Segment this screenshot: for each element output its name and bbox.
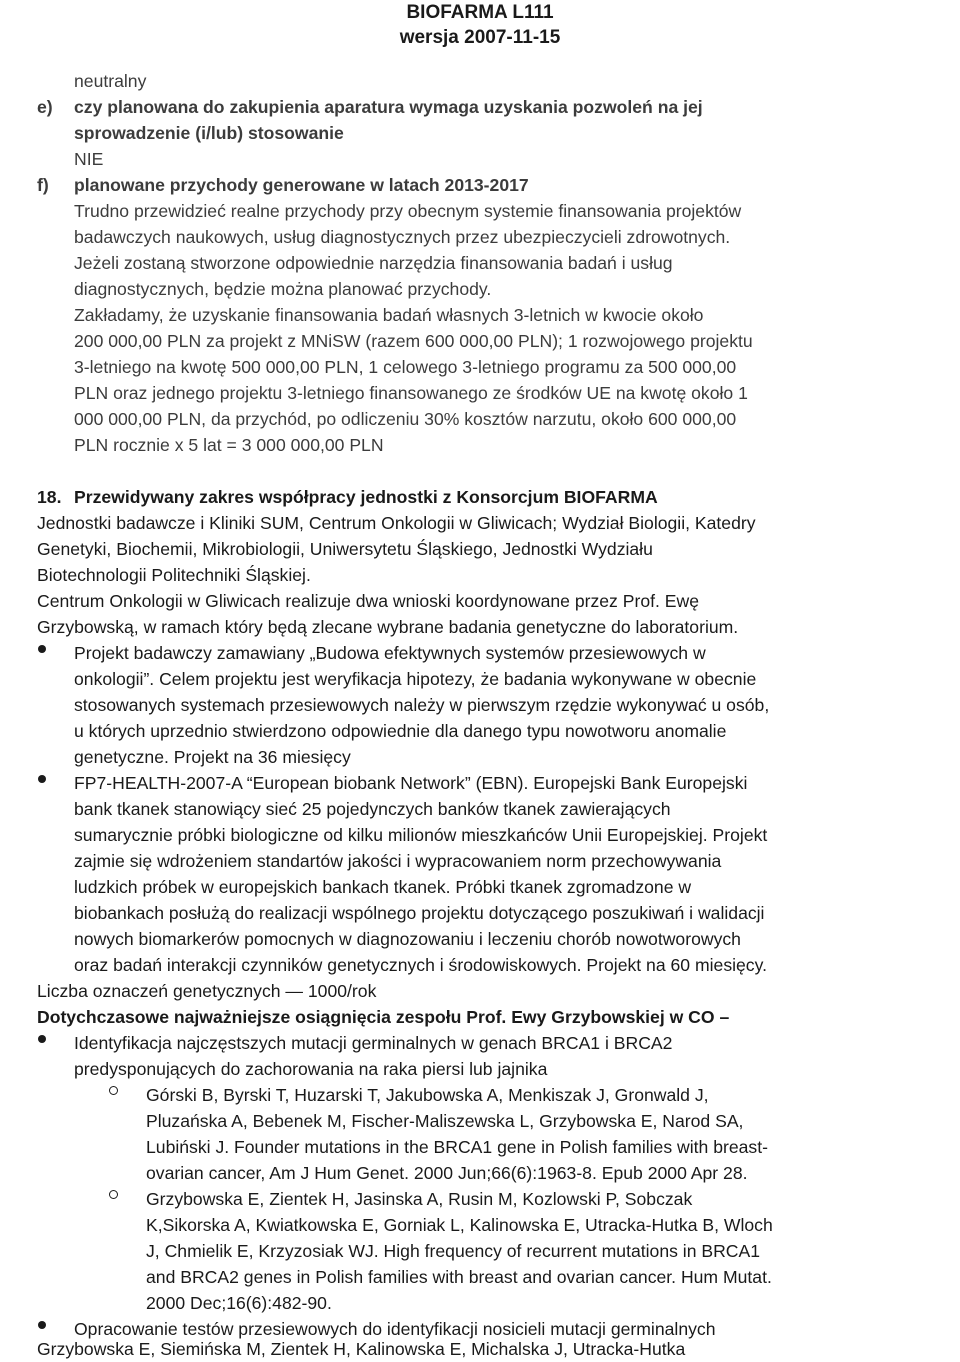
text-line: predysponujących do zachorowania na raka piersi lub jajnika <box>74 1059 548 1079</box>
text-line: Jednostki badawcze i Kliniki SUM, Centrum Onkologii w Gliwicach; Wydział Biologii, Katedry <box>37 513 756 533</box>
text-line: badawczych naukowych, usług diagnostycznych przez ubezpieczycieli zdrowotnych. <box>74 227 731 247</box>
text-line: and BRCA2 genes in Polish families with breast and ovarian cancer. Hum Mutat. <box>146 1267 772 1287</box>
text-line: 3-letniego na kwotę 500 000,00 PLN, 1 celowego 3-letniego programu za 500 000,00 <box>74 357 737 377</box>
circle-bullet-icon <box>109 1086 118 1095</box>
text-line: Pluzańska A, Bebenek M, Fischer-Maliszewska L, Grzybowska E, Narod SA, <box>146 1111 744 1131</box>
bullet-icon <box>38 1035 46 1043</box>
text-line: genetyczne. Projekt na 36 miesięcy <box>74 747 351 767</box>
bullet-icon <box>38 775 46 783</box>
document-version: wersja 2007-11-15 <box>399 27 561 48</box>
text-line: 2000 Dec;16(6):482-90. <box>146 1293 332 1313</box>
text-line: ovarian cancer, Am J Hum Genet. 2000 Jun;66(6):1963-8. Epub 2000 Apr 28. <box>146 1163 748 1183</box>
item-heading-f: planowane przychody generowane w latach 2013-2017 <box>74 175 529 195</box>
text-line: Grzybowską, w ramach który będą zlecane wybrane badania genetyczne do laboratorium. <box>37 617 739 637</box>
text-line: Zakładamy, że uzyskanie finansowania badań własnych 3-letnich w kwocie około <box>74 305 704 325</box>
text-line: Liczba oznaczeń genetycznych — 1000/rok <box>37 981 377 1001</box>
list-item: Opracowanie testów przesiewowych do identyfikacji nosicieli mutacji germinalnych <box>74 1319 716 1339</box>
text-line: Grzybowska E, Siemińska M, Zientek H, Kalinowska E, Michalska J, Utracka-Hutka <box>37 1339 686 1359</box>
text-line: oraz badań interakcji czynników genetycznych i środowiskowych. Projekt na 60 miesięcy. <box>74 955 767 975</box>
item-marker-f: f) <box>37 175 49 195</box>
list-item: Projekt badawczy zamawiany „Budowa efektywnych systemów przesiewowych w <box>74 643 706 663</box>
text-line: J, Chmielik E, Krzyzosiak WJ. High frequency of recurrent mutations in BRCA1 <box>146 1241 761 1261</box>
text-line: PLN oraz jednego projektu 3-letniego finansowanego ze środków UE na kwotę około 1 <box>74 383 748 403</box>
text-line: Trudno przewidzieć realne przychody przy obecnym systemie finansowania projektów <box>74 201 742 221</box>
text-line: 000 000,00 PLN, da przychód, po odliczeniu 30% kosztów narzutu, około 600 000,00 <box>74 409 737 429</box>
item-heading-e: czy planowana do zakupienia aparatura wymaga uzyskania pozwoleń na jej <box>74 97 703 117</box>
text-line: PLN rocznie x 5 lat = 3 000 000,00 PLN <box>74 435 384 455</box>
text-line: zajmie się wdrożeniem standartów jakości i wypracowaniem norm przechowywania <box>74 851 722 871</box>
text-line: biobankach posłużą do realizacji wspólnego projektu dotyczącego poszukiwań i walidacji <box>74 903 765 923</box>
section-number: 18. <box>37 487 62 507</box>
text-line: Biotechnologii Politechniki Śląskiej. <box>37 565 311 585</box>
list-item: Identyfikacja najczęstszych mutacji germinalnych w genach BRCA1 i BRCA2 <box>74 1033 673 1053</box>
text-line: Centrum Onkologii w Gliwicach realizuje dwa wnioski koordynowane przez Prof. Ewę <box>37 591 699 611</box>
text-line: nowych biomarkerów pomocnych w diagnozowaniu i leczeniu chorób nowotworowych <box>74 929 741 949</box>
text-line: bank tkanek stanowiący sieć 25 pojedynczych banków tkanek zawierających <box>74 799 671 819</box>
text-line: Jeżeli zostaną stworzone odpowiednie narzędzia finansowania badań i usług <box>74 253 673 273</box>
reference-item: Górski B, Byrski T, Huzarski T, Jakubowska A, Menkiszak J, Gronwald J, <box>146 1085 709 1105</box>
text-line: onkologii”. Celem projektu jest weryfikacja hipotezy, że badania wykonywane w obecnie <box>74 669 757 689</box>
circle-bullet-icon <box>109 1190 118 1199</box>
text-line: Lubiński J. Founder mutations in the BRCA1 gene in Polish families with breast- <box>146 1137 768 1157</box>
text-line: NIE <box>74 149 104 169</box>
text-line: neutralny <box>74 71 147 91</box>
list-item: FP7-HEALTH-2007-A “European biobank Network” (EBN). Europejski Bank Europejski <box>74 773 748 793</box>
text-line: K,Sikorska A, Kwiatkowska E, Gorniak L, Kalinowska E, Utracka-Hutka B, Wloch <box>146 1215 773 1235</box>
text-line: u których uprzednio stwierdzono odpowiednie dla danego typu nowotworu anomalie <box>74 721 727 741</box>
item-marker-e: e) <box>37 97 53 117</box>
section-heading: Przewidywany zakres współpracy jednostki z Konsorcjum BIOFARMA <box>74 487 658 507</box>
text-line: sumarycznie próbki biologiczne od kilku milionów mieszkańców Unii Europejskiej. Projekt <box>74 825 768 845</box>
bullet-icon <box>38 1321 46 1329</box>
text-line: stosowanych systemach przesiewowych należy w pierwszym rzędzie wykonywać u osób, <box>74 695 770 715</box>
document-title: BIOFARMA L111 <box>406 2 554 23</box>
text-line: Genetyki, Biochemii, Mikrobiologii, Uniwersytetu Śląskiego, Jednostki Wydziału <box>37 539 653 559</box>
item-heading-e-cont: sprowadzenie (i/lub) stosowanie <box>74 123 344 143</box>
text-line: ludzkich próbek w europejskich bankach tkanek. Próbki tkanek zgromadzone w <box>74 877 692 897</box>
achievements-heading: Dotychczasowe najważniejsze osiągnięcia zespołu Prof. Ewy Grzybowskiej w CO – <box>37 1007 730 1027</box>
bullet-icon <box>38 645 46 653</box>
text-line: 200 000,00 PLN za projekt z MNiSW (razem 600 000,00 PLN); 1 rozwojowego projektu <box>74 331 753 351</box>
text-line: diagnostycznych, będzie można planować przychody. <box>74 279 492 299</box>
reference-item: Grzybowska E, Zientek H, Jasinska A, Rusin M, Kozlowski P, Sobczak <box>146 1189 693 1209</box>
